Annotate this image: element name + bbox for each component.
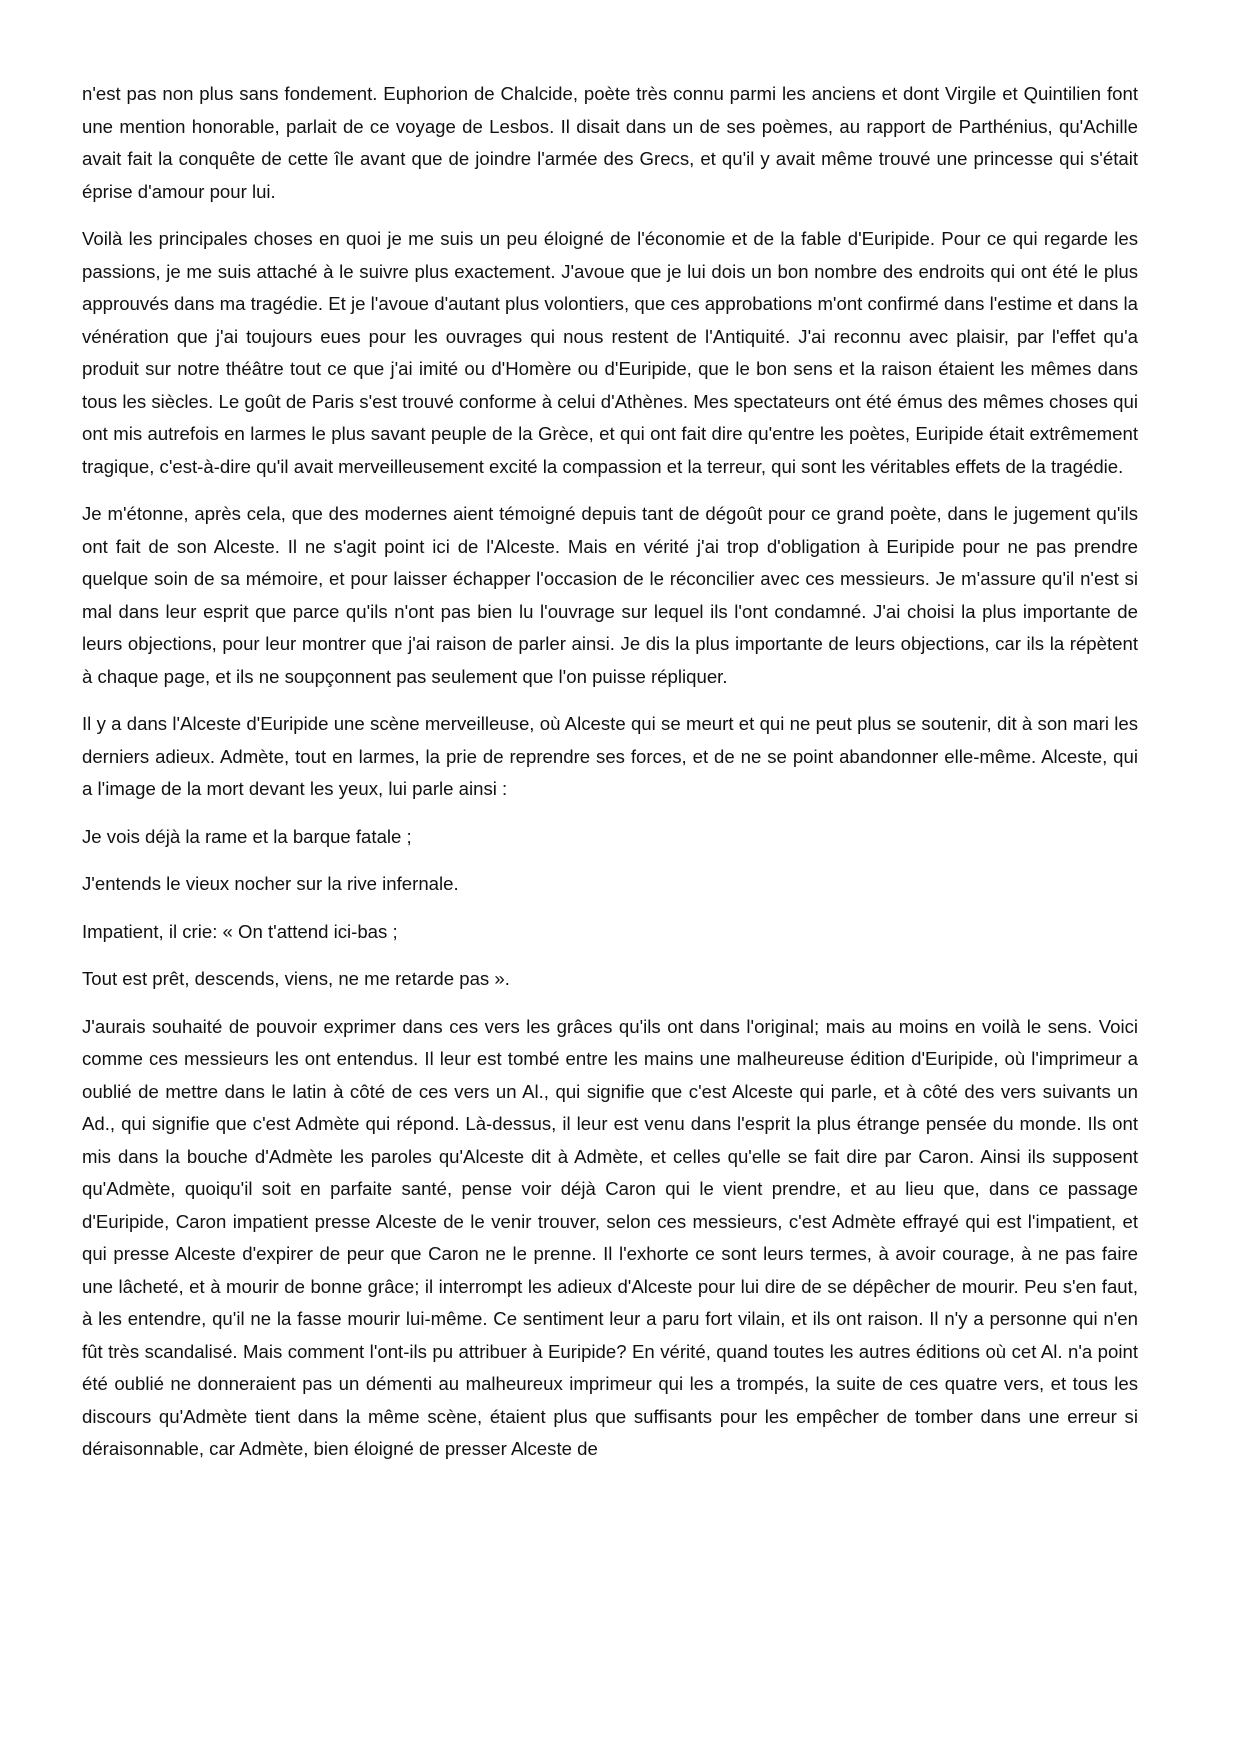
paragraph: n'est pas non plus sans fondement. Euphorion de Chalcide, poète très connu parmi les anciens et dont Virgile et Quintilien font une mention honorable, parlait de ce voyage de Lesbos. Il disait dans un de ses poèmes, au rapport de Parthénius, qu'Achille avait fait la conquête de cette île avant que de joindre l'armée des Grecs, et qu'il y avait même trouvé une princesse qui s'était éprise d'amour pour lui. — [82, 83, 1138, 202]
paragraph: Je m'étonne, après cela, que des modernes aient témoigné depuis tant de dégoût pour ce grand poète, dans le jugement qu'ils ont fait de son Alceste. Il ne s'agit point ici de l'Alceste. Mais en vérité j'ai trop d'obligation à Euripide pour ne pas prendre quelque soin de sa mémoire, et pour laisser échapper l'occasion de le réconcilier avec ces messieurs. Je m'assure qu'il n'est si mal dans leur esprit que parce qu'ils n'ont pas bien lu l'ouvrage sur lequel ils l'ont condamné. J'ai choisi la plus importante de leurs objections, pour leur montrer que j'ai raison de parler ainsi. Je dis la plus importante de leurs objections, car ils la répètent à chaque page, et ils ne soupçonnent pas seulement que l'on puisse répliquer. — [82, 503, 1138, 687]
verse-line: Tout est prêt, descends, viens, ne me retarde pas ». — [82, 968, 510, 989]
paragraph: Voilà les principales choses en quoi je me suis un peu éloigné de l'économie et de la fable d'Euripide. Pour ce qui regarde les passions, je me suis attaché à le suivre plus exactement. J'avoue que je lui dois un bon nombre des endroits qui ont été le plus approuvés dans ma tragédie. Et je l'avoue d'autant plus volontiers, que ces approbations m'ont confirmé dans l'estime et dans la vénération que j'ai toujours eues pour les ouvrages qui nous restent de l'Antiquité. J'ai reconnu avec plaisir, par l'effet qu'a produit sur notre théâtre tout ce que j'ai imité ou d'Homère ou d'Euripide, que le bon sens et la raison étaient les mêmes dans tous les siècles. Le goût de Paris s'est trouvé conforme à celui d'Athènes. Mes spectateurs ont été émus des mêmes choses qui ont mis autrefois en larmes le plus savant peuple de la Grèce, et qui ont fait dire qu'entre les poètes, Euripide était extrêmement tragique, c'est-à-dire qu'il avait merveilleusement excité la compassion et la terreur, qui sont les véritables effets de la tragédie. — [82, 228, 1138, 477]
document-page — [82, 78, 1138, 1481]
verse-line: J'entends le vieux nocher sur la rive infernale. — [82, 873, 459, 894]
closing-paragraph: J'aurais souhaité de pouvoir exprimer dans ces vers les grâces qu'ils ont dans l'original; mais au moins en voilà le sens. Voici comme ces messieurs les ont entendus. Il leur est tombé entre les mains une malheureuse édition d'Euripide, où l'imprimeur a oublié de mettre dans le latin à côté de ces vers un Al., qui signifie que c'est Alceste qui parle, et à côté des vers suivants un Ad., qui signifie que c'est Admète qui répond. Là-dessus, il leur est venu dans l'esprit la plus étrange pensée du monde. Ils ont mis dans la bouche d'Admète les paroles qu'Alceste dit à Admète, et celles qu'elle se fait dire par Caron. Ainsi ils supposent qu'Admète, quoiqu'il soit en parfaite santé, pense voir déjà Caron qui le vient prendre, et au lieu que, dans ce passage d'Euripide, Caron impatient presse Alceste de le venir trouver, selon ces messieurs, c'est Admète effrayé qui est l'impatient, et qui presse Alceste d'expirer de peur que Caron ne le prenne. Il l'exhorte ce sont leurs termes, à avoir courage, à ne pas faire une lâcheté, et à mourir de bonne grâce; il interrompt les adieux d'Alceste pour lui dire de se dépêcher de mourir. Peu s'en faut, à les entendre, qu'il ne la fasse mourir lui-même. Ce sentiment leur a paru fort vilain, et ils ont raison. Il n'y a personne qui n'en fût très scandalisé. Mais comment l'ont-ils pu attribuer à Euripide? En vérité, quand toutes les autres éditions où cet Al. n'a point été oublié ne donneraient pas un démenti au malheureux imprimeur qui les a trompés, la suite de ces quatre vers, et tous les discours qu'Admète tient dans la même scène, étaient plus que suffisants pour les empêcher de tomber dans une erreur si déraisonnable, car Admète, bien éloigné de presser Alceste de — [82, 1015, 1138, 1459]
paragraph: Il y a dans l'Alceste d'Euripide une scène merveilleuse, où Alceste qui se meurt et qui ne peut plus se soutenir, dit à son mari les derniers adieux. Admète, tout en larmes, la prie de reprendre ses forces, et de ne se point abandonner elle-même. Alceste, qui a l'image de la mort devant les yeux, lui parle ainsi : — [82, 713, 1138, 799]
verse-line: Impatient, il crie: « On t'attend ici-bas ; — [82, 920, 398, 942]
verse-line: Je vois déjà la rame et la barque fatale ; — [82, 825, 412, 847]
